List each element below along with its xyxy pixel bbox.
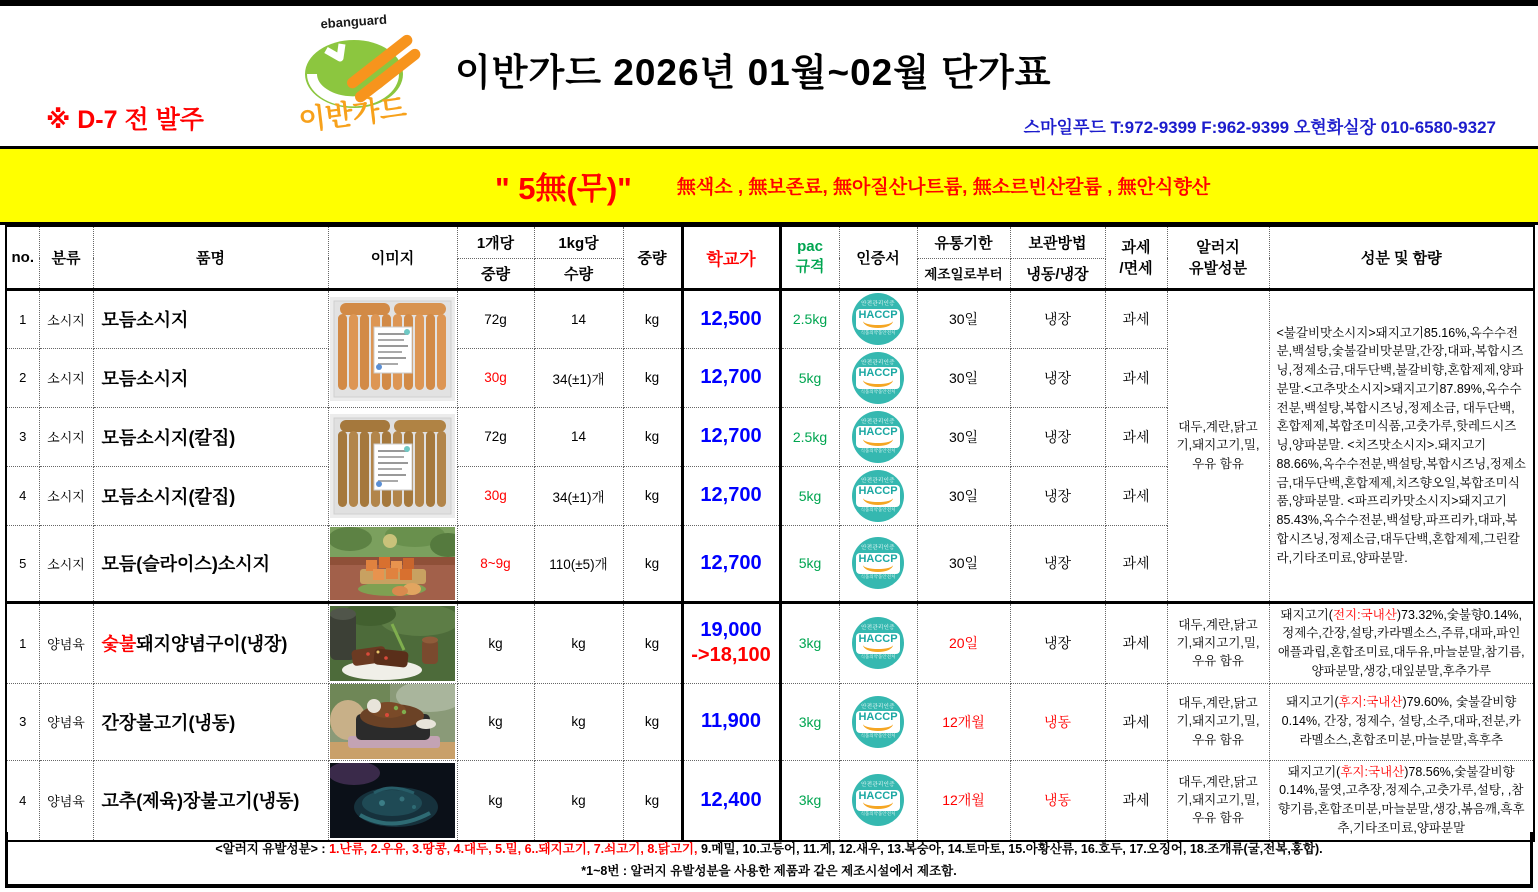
product-image-sliced-sausage xyxy=(328,525,457,602)
col-header-storage: 보관방법 xyxy=(1010,226,1105,258)
cell-product-name: 고추(제육)장불고기(냉동) xyxy=(93,760,328,841)
col-header-per-kg: 1kg당 xyxy=(534,226,623,258)
col-header-allergy xyxy=(1167,226,1269,289)
cell-product-name: 간장불고기(냉동) xyxy=(93,683,328,760)
haccp-top-text: 안전관리인증 xyxy=(861,359,895,366)
cell-storage: 냉장 xyxy=(1010,407,1105,466)
table-row xyxy=(6,602,1534,683)
cell-storage: 냉동 xyxy=(1010,760,1105,841)
pac-line2: 규격 xyxy=(795,258,825,276)
cell-allergy: 대두,계란,닭고기,돼지고기,밀, 우유 함유 xyxy=(1167,683,1269,760)
cell-allergy-merged: 대두,계란,닭고기,돼지고기,밀, 우유 함유 xyxy=(1167,289,1269,602)
cell-unit-weight: kg xyxy=(457,683,534,760)
cell-count: kg xyxy=(534,760,623,841)
price-value: 12,700 xyxy=(700,551,762,574)
cell-school-price xyxy=(682,525,780,602)
haccp-arc xyxy=(863,645,893,652)
table-row xyxy=(6,683,1534,760)
allergen-legend-label: <알러지 유발성분> : xyxy=(215,842,330,856)
logo-ebanguard-text: ebanguard xyxy=(320,11,388,32)
haccp-bottom-text: 식품의약품안전처 xyxy=(860,732,896,738)
table-row xyxy=(6,760,1534,841)
haccp-arc xyxy=(863,321,893,328)
ingredients-origin-red: 후지:국내산 xyxy=(1340,764,1405,779)
cell-unit-weight: 30g xyxy=(457,348,534,407)
cell-storage: 냉장 xyxy=(1010,289,1105,348)
cell-category: 소시지 xyxy=(39,466,93,525)
logo-korean-text: 이반가드 xyxy=(296,91,409,136)
col-subheader-count: 수량 xyxy=(534,258,623,289)
col-header-category: 분류 xyxy=(39,226,93,289)
cell-storage: 냉장 xyxy=(1010,525,1105,602)
cell-unit-weight: 8~9g xyxy=(457,525,534,602)
product-name-part: 돼지양념구이(냉장) xyxy=(136,634,288,654)
cell-cert xyxy=(839,683,917,760)
allergen-footnote-box xyxy=(5,832,1533,888)
cell-count: kg xyxy=(534,602,623,683)
cell-unit-weight: kg xyxy=(457,602,534,683)
cell-cert xyxy=(839,348,917,407)
haccp-bottom-text: 식품의약품안전처 xyxy=(860,330,896,336)
cell-pac: 5kg xyxy=(780,348,839,407)
five-mu-banner xyxy=(0,146,1538,225)
haccp-bottom-text: 식품의약품안전처 xyxy=(860,654,896,660)
product-image-soy-bulgogi xyxy=(328,683,457,760)
cell-school-price xyxy=(682,760,780,841)
col-header-no: no. xyxy=(6,226,39,289)
haccp-badge-icon xyxy=(852,352,904,404)
haccp-top-text: 안전관리인증 xyxy=(861,545,895,552)
cell-unit-weight: 72g xyxy=(457,289,534,348)
col-header-image: 이미지 xyxy=(328,226,457,289)
cell-no: 4 xyxy=(6,760,39,841)
price-discounted-value: ->18,100 xyxy=(691,644,771,666)
cell-no: 1 xyxy=(6,289,39,348)
ingredients-post: )78.56%,숯불갈비향0.14%,물엿,고추장,정제수,고춧가루,설탕, ,참향기름,혼합조미분,마늘분말,생강,볶음깨,흑후추,기타조미료,양파분말 xyxy=(1277,764,1525,835)
cell-weight: kg xyxy=(623,407,682,466)
price-value: 12,700 xyxy=(700,425,762,447)
cell-pac: 3kg xyxy=(780,760,839,841)
product-name-red-part: 숯불 xyxy=(101,634,137,654)
product-image-sausage-pack-scored xyxy=(328,407,457,525)
cell-tax: 과세 xyxy=(1105,466,1167,525)
haccp-word: HACCP xyxy=(858,308,898,321)
banner-detail: 無색소 , 無보존료, 無아질산나트륨, 無소르빈산칼륨 , 無안식향산 xyxy=(676,177,1211,198)
allergen-legend-black-items: 9.메밀, 10.고등어, 11.게, 12.새우, 13.복숭아, 14.토마토, 15.아황산류, 16.호두, 17.오징어, 18.조개류(굴,전복,홍합). xyxy=(697,842,1323,856)
ingredients-pre: 돼지고기( xyxy=(1287,764,1341,779)
haccp-word: HACCP xyxy=(858,711,898,724)
cell-count: 14 xyxy=(534,407,623,466)
haccp-arc xyxy=(863,439,893,446)
haccp-word: HACCP xyxy=(858,789,898,802)
haccp-badge-icon xyxy=(852,411,904,463)
cell-no: 3 xyxy=(6,683,39,760)
col-header-ingredients: 성분 및 함량 xyxy=(1269,226,1534,289)
cell-weight: kg xyxy=(623,289,682,348)
cell-category: 양념육 xyxy=(39,602,93,683)
cell-count: 110(±5)개 xyxy=(534,525,623,602)
cell-weight: kg xyxy=(623,760,682,841)
cell-category: 소시지 xyxy=(39,289,93,348)
cell-storage: 냉장 xyxy=(1010,602,1105,683)
cell-allergy: 대두,계란,닭고기,돼지고기,밀, 우유 함유 xyxy=(1167,760,1269,841)
col-header-name: 품명 xyxy=(93,226,328,289)
allergy-line2: 유발성분 xyxy=(1189,260,1247,278)
cell-cert xyxy=(839,602,917,683)
ingredients-pre: 돼지고기( xyxy=(1280,607,1333,622)
haccp-word: HACCP xyxy=(858,632,898,645)
cell-storage: 냉장 xyxy=(1010,348,1105,407)
col-header-school-price: 학교가 xyxy=(682,226,780,289)
cell-category: 양념육 xyxy=(39,760,93,841)
haccp-badge-icon xyxy=(852,293,904,345)
cell-tax: 과세 xyxy=(1105,407,1167,466)
cell-cert xyxy=(839,466,917,525)
cell-unit-weight: 72g xyxy=(457,407,534,466)
ingredients-post: )73.32%,숯불향0.14%,정제수,간장,설탕,카라멜소스,주류,대파,파인애플과립,혼합조미료,대두유,마늘분말,참기름,양파분말,생강,대잎분말,후추가루 xyxy=(1277,607,1525,678)
cell-pac: 5kg xyxy=(780,466,839,525)
col-subheader-frozen-chilled: 냉동/냉장 xyxy=(1010,258,1105,289)
haccp-bottom-text: 식품의약품안전처 xyxy=(860,574,896,580)
haccp-arc xyxy=(863,565,893,572)
cell-no: 3 xyxy=(6,407,39,466)
allergen-legend-red-items: 1.난류, 2.우유, 3.땅콩, 4.대두, 5.밀, 6..돼지고기, 7.쇠고기, 8.닭고기, xyxy=(329,842,698,856)
cell-school-price xyxy=(682,289,780,348)
haccp-word: HACCP xyxy=(858,485,898,498)
cell-pac: 3kg xyxy=(780,683,839,760)
cell-shelf-life: 30일 xyxy=(917,407,1010,466)
haccp-bottom-text: 식품의약품안전처 xyxy=(860,811,896,817)
cell-weight: kg xyxy=(623,683,682,760)
col-subheader-from-mfg: 제조일로부터 xyxy=(917,258,1010,289)
cell-ingredients xyxy=(1269,683,1534,760)
cell-pac: 3kg xyxy=(780,602,839,683)
contact-info: 스마일푸드 T:972-9399 F:962-9399 오현화실장 010-6580-9327 xyxy=(1023,118,1496,137)
product-image-spicy-bulgogi xyxy=(328,760,457,841)
haccp-top-text: 안전관리인증 xyxy=(861,301,895,308)
haccp-bottom-text: 식품의약품안전처 xyxy=(860,388,896,394)
cell-product-name: 모듬소시지 xyxy=(93,348,328,407)
price-value: 12,400 xyxy=(700,788,762,811)
cell-storage: 냉동 xyxy=(1010,683,1105,760)
cell-shelf-life: 30일 xyxy=(917,289,1010,348)
haccp-top-text: 안전관리인증 xyxy=(861,782,895,789)
cell-school-price xyxy=(682,407,780,466)
cell-school-price xyxy=(682,466,780,525)
cell-weight: kg xyxy=(623,466,682,525)
cell-shelf-life: 20일 xyxy=(917,602,1010,683)
cell-no: 1 xyxy=(6,602,39,683)
banner-headline: " 5無(무)" xyxy=(495,171,632,206)
haccp-badge-icon xyxy=(852,617,904,669)
cell-category: 소시지 xyxy=(39,348,93,407)
cell-category: 양념육 xyxy=(39,683,93,760)
cell-tax: 과세 xyxy=(1105,602,1167,683)
allergen-legend xyxy=(8,839,1530,857)
price-value: 19,000 xyxy=(700,619,762,641)
price-value: 12,700 xyxy=(700,484,762,506)
cell-product-name: 모듬소시지 xyxy=(93,289,328,348)
pac-line1: pac xyxy=(797,238,823,256)
cell-cert xyxy=(839,289,917,348)
table-row xyxy=(6,289,1534,348)
col-header-tax xyxy=(1105,226,1167,289)
haccp-top-text: 안전관리인증 xyxy=(861,477,895,484)
price-value: 12,500 xyxy=(700,307,762,330)
ebanguard-logo-icon xyxy=(282,8,442,144)
col-subheader-unit-weight: 중량 xyxy=(457,258,534,289)
haccp-bottom-text: 식품의약품안전처 xyxy=(860,506,896,512)
cell-count: 14 xyxy=(534,289,623,348)
haccp-top-text: 안전관리인증 xyxy=(861,418,895,425)
cell-tax: 과세 xyxy=(1105,348,1167,407)
cell-allergy: 대두,계란,닭고기,돼지고기,밀, 우유 함유 xyxy=(1167,602,1269,683)
price-value: 11,900 xyxy=(700,710,762,732)
haccp-badge-icon xyxy=(852,696,904,748)
col-header-shelf-life: 유통기한 xyxy=(917,226,1010,258)
cell-shelf-life: 30일 xyxy=(917,348,1010,407)
cell-pac: 5kg xyxy=(780,525,839,602)
haccp-top-text: 안전관리인증 xyxy=(861,703,895,710)
haccp-arc xyxy=(863,802,893,809)
haccp-badge-icon xyxy=(852,470,904,522)
manufacturing-note: *1~8번 : 알러지 유발성분을 사용한 제품과 같은 제조시설에서 제조함. xyxy=(581,864,957,878)
cell-product-name: 모듬소시지(칼집) xyxy=(93,407,328,466)
ingredients-origin-red: 전지:국내산 xyxy=(1332,607,1397,622)
cell-school-price xyxy=(682,602,780,683)
cell-no: 5 xyxy=(6,525,39,602)
cell-category: 소시지 xyxy=(39,407,93,466)
cell-school-price xyxy=(682,348,780,407)
haccp-top-text: 안전관리인증 xyxy=(861,625,895,632)
cell-tax: 과세 xyxy=(1105,683,1167,760)
haccp-word: HACCP xyxy=(858,552,898,565)
haccp-word: HACCP xyxy=(858,426,898,439)
cell-pac: 2.5kg xyxy=(780,289,839,348)
cell-shelf-life: 30일 xyxy=(917,466,1010,525)
price-table xyxy=(5,225,1535,842)
top-border-bar xyxy=(0,0,1538,6)
tax-line1: 과세 xyxy=(1121,239,1151,257)
cell-ingredients-merged: <불갈비맛소시지>돼지고기85.16%,옥수수전분,백설탕,숯불갈비맛분말,간장,대파,복합시즈닝,정제소금,대두단백,불갈비향,혼합제제,양파분말.<고추맛소시지>돼지고기87.89%,옥수수전분,백설탕,복합시즈닝,정제소금, 대두단백,혼합제제,복합조미식품,고춧가루,핫레드시즈닝,양파분말. <치즈맛소시지>.돼지고기88.66%,옥수수전분,백설탕,복합시즈닝,정제소금,대두단백,혼합제제,치즈향오일,복합조미식품,양파분말. <파프리카맛소시지>돼지고기85.43%,옥수수전분,백설탕,파프리카,대파,복합시즈닝,정제소금,대두단백,혼합제제,그린칼라,기타조미료,양파분말. xyxy=(1269,289,1534,602)
cell-count: 34(±1)개 xyxy=(534,348,623,407)
cell-storage: 냉장 xyxy=(1010,466,1105,525)
cell-count: kg xyxy=(534,683,623,760)
haccp-badge-icon xyxy=(852,537,904,589)
ingredients-pre: 돼지고기( xyxy=(1286,695,1339,710)
ingredients-origin-red: 후지:국내산 xyxy=(1338,695,1403,710)
page-title: 이반가드 2026년 01월~02월 단가표 xyxy=(455,52,1052,93)
cell-tax: 과세 xyxy=(1105,760,1167,841)
cell-pac: 2.5kg xyxy=(780,407,839,466)
cell-category: 소시지 xyxy=(39,525,93,602)
cell-unit-weight: 30g xyxy=(457,466,534,525)
haccp-badge-icon xyxy=(852,774,904,826)
cell-shelf-life: 12개월 xyxy=(917,683,1010,760)
cell-cert xyxy=(839,760,917,841)
order-notice: ※ D-7 전 발주 xyxy=(46,106,204,134)
cell-product-name: 모듬(슬라이스)소시지 xyxy=(93,525,328,602)
cell-cert xyxy=(839,407,917,466)
col-header-per-piece: 1개당 xyxy=(457,226,534,258)
cell-tax: 과세 xyxy=(1105,289,1167,348)
cell-product-name xyxy=(93,602,328,683)
cell-weight: kg xyxy=(623,602,682,683)
cell-ingredients xyxy=(1269,602,1534,683)
cell-cert xyxy=(839,525,917,602)
cell-shelf-life: 30일 xyxy=(917,525,1010,602)
tax-line2: /면세 xyxy=(1119,260,1153,278)
col-header-pac xyxy=(780,226,839,289)
cell-tax: 과세 xyxy=(1105,525,1167,602)
product-image-charcoal-grilled-pork xyxy=(328,602,457,683)
haccp-arc xyxy=(863,724,893,731)
cell-shelf-life: 12개월 xyxy=(917,760,1010,841)
cell-weight: kg xyxy=(623,348,682,407)
cell-no: 4 xyxy=(6,466,39,525)
col-header-cert: 인증서 xyxy=(839,226,917,289)
product-image-sausage-pack xyxy=(328,289,457,407)
haccp-word: HACCP xyxy=(858,367,898,380)
cell-school-price xyxy=(682,683,780,760)
haccp-bottom-text: 식품의약품안전처 xyxy=(860,447,896,453)
cell-no: 2 xyxy=(6,348,39,407)
cell-weight: kg xyxy=(623,525,682,602)
col-header-weight: 중량 xyxy=(623,226,682,289)
cell-unit-weight: kg xyxy=(457,760,534,841)
allergy-line1: 알러지 xyxy=(1196,239,1240,257)
haccp-arc xyxy=(863,498,893,505)
haccp-arc xyxy=(863,380,893,387)
cell-ingredients xyxy=(1269,760,1534,841)
price-value: 12,700 xyxy=(700,366,762,388)
cell-product-name: 모듬소시지(칼집) xyxy=(93,466,328,525)
cell-count: 34(±1)개 xyxy=(534,466,623,525)
ingredients-post: )79.60%, 숯불갈비향0.14%, 간장, 정제수, 설탕,소주,대파,전분,카라멜소스,혼합조미분,마늘분말,흑후추 xyxy=(1281,695,1521,747)
